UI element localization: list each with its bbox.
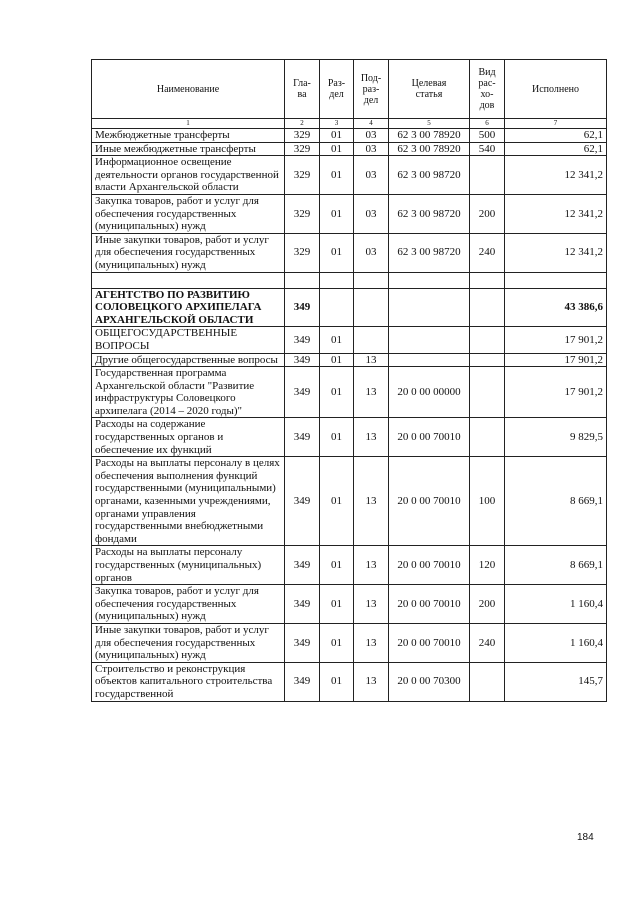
row-section: 01 [320,327,354,353]
row-amount: 8 669,1 [505,546,607,585]
row-amount: 8 669,1 [505,457,607,546]
row-expense-type: 100 [470,457,505,546]
row-target: 62 3 00 98720 [389,194,470,233]
row-subsection: 13 [354,662,389,701]
row-name: Иные межбюджетные трансферты [92,142,285,156]
row-name: Другие общегосударственные вопросы [92,353,285,367]
column-number: 6 [470,119,505,129]
row-expense-type: 200 [470,585,505,624]
table-row [92,233,607,272]
row-subsection: 13 [354,623,389,662]
row-amount: 1 160,4 [505,623,607,662]
header-subsection: Под- раз- дел [354,60,389,119]
row-name: Иные закупки товаров, работ и услуг для обеспечения государственных (муниципальных) нужд [92,623,285,662]
row-subsection: 13 [354,546,389,585]
row-name: ОБЩЕГОСУДАРСТВЕННЫЕ ВОПРОСЫ [92,327,285,353]
table-row [92,418,607,457]
row-chapter: 349 [285,367,320,418]
row-expense-type: 200 [470,194,505,233]
row-subsection: 03 [354,156,389,195]
row-section [320,288,354,327]
row-name: Закупка товаров, работ и услуг для обеспечения государственных (муниципальных) нужд [92,194,285,233]
column-number: 4 [354,119,389,129]
row-section [320,272,354,288]
row-chapter: 349 [285,662,320,701]
row-chapter: 329 [285,142,320,156]
budget-table [91,59,607,702]
row-section: 01 [320,142,354,156]
row-amount: 17 901,2 [505,353,607,367]
header-target: Целевая статья [389,60,470,119]
row-name: Строительство и реконструкция объектов капитального строительства государственной [92,662,285,701]
row-subsection: 03 [354,129,389,143]
row-chapter: 329 [285,156,320,195]
table-row [92,156,607,195]
header-chapter: Гла- ва [285,60,320,119]
spacer-row [92,272,607,288]
row-chapter: 349 [285,585,320,624]
row-chapter [285,272,320,288]
row-chapter: 349 [285,457,320,546]
row-target: 20 0 00 70010 [389,418,470,457]
row-expense-type [470,272,505,288]
row-section: 01 [320,367,354,418]
row-chapter: 329 [285,129,320,143]
row-amount: 12 341,2 [505,156,607,195]
row-expense-type [470,418,505,457]
row-amount: 62,1 [505,129,607,143]
row-expense-type: 540 [470,142,505,156]
table-row [92,546,607,585]
row-subsection: 13 [354,353,389,367]
row-amount: 12 341,2 [505,233,607,272]
row-amount: 17 901,2 [505,327,607,353]
row-section: 01 [320,585,354,624]
row-target: 62 3 00 78920 [389,142,470,156]
row-section: 01 [320,353,354,367]
table-row [92,457,607,546]
row-section: 01 [320,623,354,662]
row-name: Расходы на выплаты персоналу государственных (муниципальных) органов [92,546,285,585]
row-subsection: 13 [354,457,389,546]
row-chapter: 349 [285,418,320,457]
row-subsection: 03 [354,194,389,233]
column-number-row [92,119,607,129]
row-target [389,327,470,353]
row-subsection: 13 [354,585,389,624]
page-number: 184 [577,832,594,843]
row-name: Иные закупки товаров, работ и услуг для обеспечения государственных (муниципальных) нужд [92,233,285,272]
row-name: Расходы на выплаты персоналу в целях обеспечения выполнения функций государственными (муниципальными) органами, казенными учреждениями, органами управления государственными внебюджетными фондами [92,457,285,546]
row-expense-type: 120 [470,546,505,585]
row-expense-type [470,353,505,367]
row-target: 62 3 00 98720 [389,233,470,272]
row-expense-type: 240 [470,233,505,272]
row-target: 20 0 00 70010 [389,623,470,662]
row-section: 01 [320,156,354,195]
row-subsection [354,272,389,288]
row-chapter: 329 [285,194,320,233]
row-chapter: 349 [285,288,320,327]
table-row [92,662,607,701]
row-name [92,272,285,288]
row-expense-type [470,662,505,701]
row-section: 01 [320,418,354,457]
row-amount: 17 901,2 [505,367,607,418]
row-amount: 9 829,5 [505,418,607,457]
row-expense-type [470,327,505,353]
row-target: 62 3 00 98720 [389,156,470,195]
row-amount: 43 386,6 [505,288,607,327]
row-target: 20 0 00 70300 [389,662,470,701]
row-section: 01 [320,233,354,272]
column-number: 1 [92,119,285,129]
header-section: Раз- дел [320,60,354,119]
row-expense-type [470,367,505,418]
header-expense-type: Вид рас- хо- дов [470,60,505,119]
row-name: Информационное освещение деятельности органов государственной власти Архангельской области [92,156,285,195]
row-name: Межбюджетные трансферты [92,129,285,143]
row-amount [505,272,607,288]
column-number: 7 [505,119,607,129]
row-target [389,272,470,288]
table-row [92,367,607,418]
table-body [92,129,607,702]
row-section: 01 [320,194,354,233]
row-amount: 62,1 [505,142,607,156]
row-target [389,353,470,367]
column-number: 5 [389,119,470,129]
row-section: 01 [320,129,354,143]
table-row [92,623,607,662]
header-executed: Исполнено [505,60,607,119]
row-subsection: 03 [354,233,389,272]
row-subsection [354,288,389,327]
table-row [92,194,607,233]
header-name: Наименование [92,60,285,119]
row-section: 01 [320,546,354,585]
table-row [92,327,607,353]
row-subsection [354,327,389,353]
row-subsection: 13 [354,418,389,457]
row-chapter: 329 [285,233,320,272]
row-amount: 12 341,2 [505,194,607,233]
table-row [92,585,607,624]
row-target: 20 0 00 70010 [389,585,470,624]
row-section: 01 [320,457,354,546]
row-expense-type: 500 [470,129,505,143]
column-number: 2 [285,119,320,129]
row-expense-type [470,156,505,195]
row-chapter: 349 [285,623,320,662]
row-target: 62 3 00 78920 [389,129,470,143]
row-target: 20 0 00 70010 [389,457,470,546]
row-name: Расходы на содержание государственных органов и обеспечение их функций [92,418,285,457]
row-expense-type: 240 [470,623,505,662]
row-subsection: 13 [354,367,389,418]
row-amount: 145,7 [505,662,607,701]
row-name: Государственная программа Архангельской области "Развитие инфраструктуры Соловецкого архипелага (2014 – 2020 годы)" [92,367,285,418]
table-row [92,129,607,143]
row-chapter: 349 [285,353,320,367]
row-target: 20 0 00 70010 [389,546,470,585]
row-amount: 1 160,4 [505,585,607,624]
row-name: Закупка товаров, работ и услуг для обеспечения государственных (муниципальных) нужд [92,585,285,624]
row-chapter: 349 [285,546,320,585]
table-row [92,142,607,156]
row-section: 01 [320,662,354,701]
row-target [389,288,470,327]
table-row [92,288,607,327]
header-row [92,60,607,119]
table-row [92,353,607,367]
row-expense-type [470,288,505,327]
row-chapter: 349 [285,327,320,353]
row-subsection: 03 [354,142,389,156]
row-target: 20 0 00 00000 [389,367,470,418]
column-number: 3 [320,119,354,129]
row-name: АГЕНТСТВО ПО РАЗВИТИЮ СОЛОВЕЦКОГО АРХИПЕЛАГА АРХАНГЕЛЬСКОЙ ОБЛАСТИ [92,288,285,327]
